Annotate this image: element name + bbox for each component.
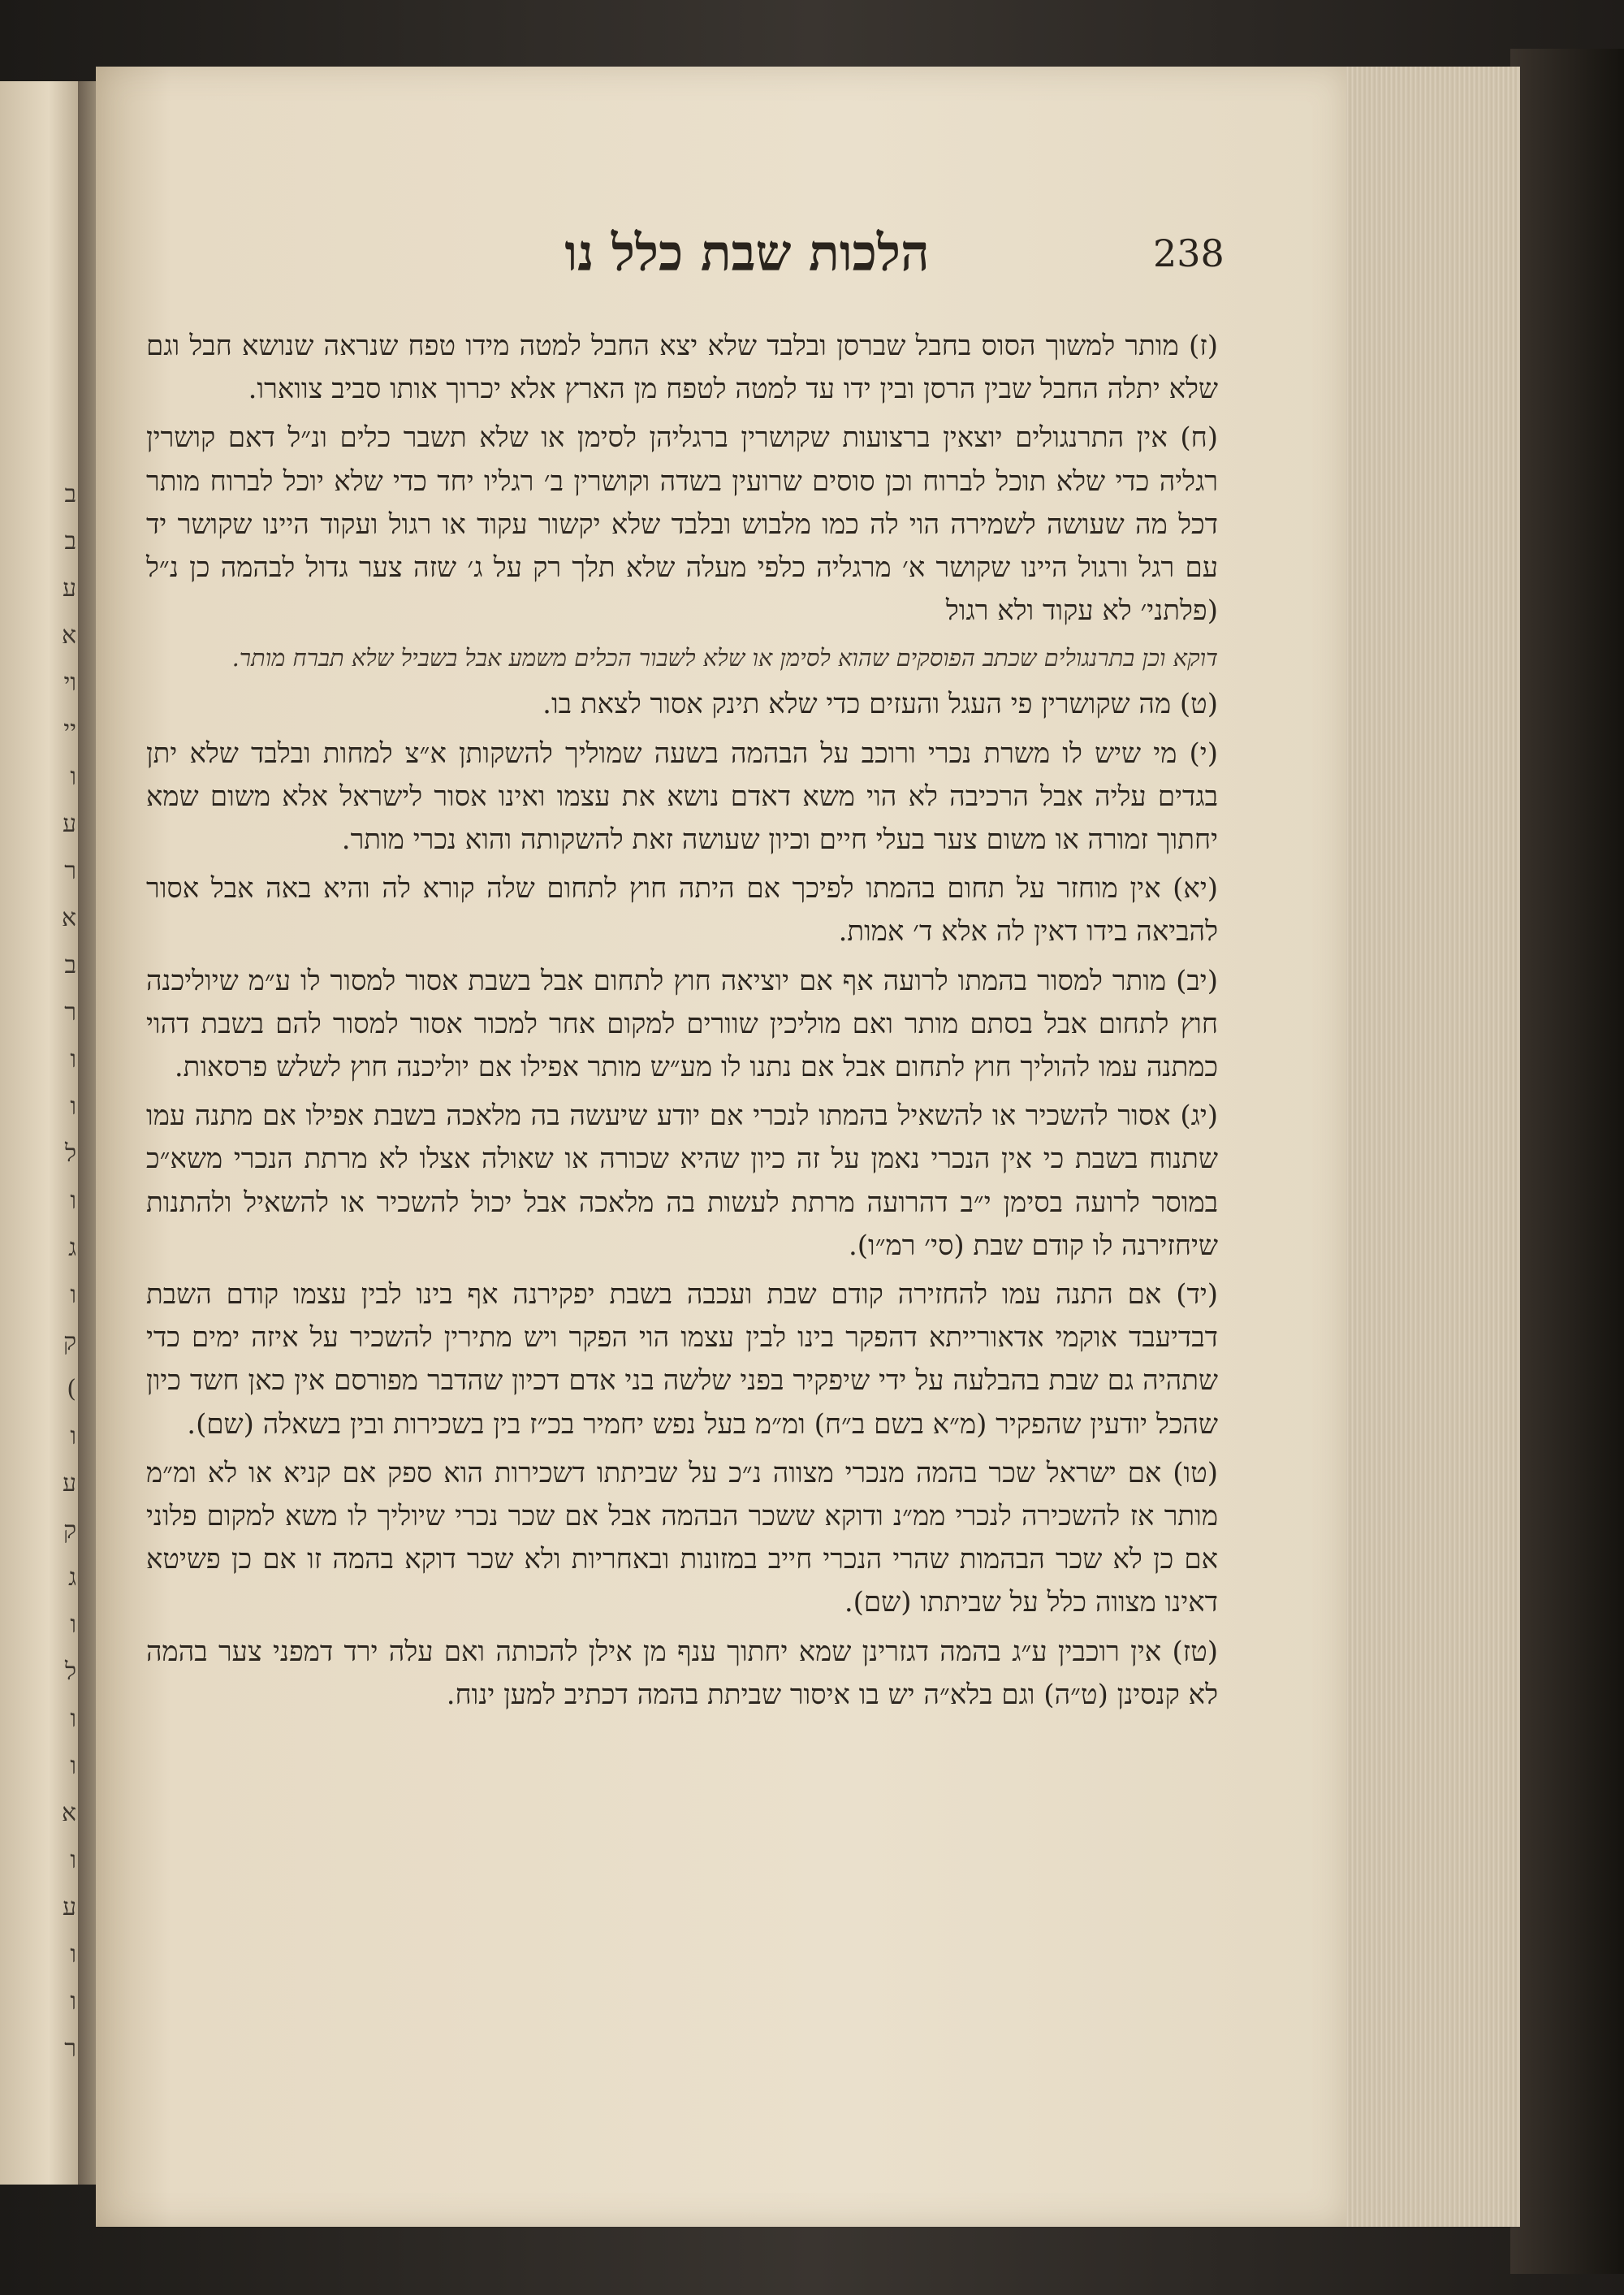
previous-page-letter: ב — [64, 951, 76, 979]
previous-page-letter: ע — [63, 1893, 76, 1921]
section-text: מי שיש לו משרת נכרי ורוכב על הבהמה בשעה שמוליך להשקותן א״צ למחות ובלבד שלא יתן בגדים עליה אבל הרכיבה לא הוי משא דאדם נושא את עצמו ואינו אסור לישראל אלא משום שמא יחתוך זמורה או משום צער בעלי חיים וכיון שעושה זאת להשקותה והוא נכרי מותר. — [146, 737, 1218, 857]
previous-page-edge — [0, 81, 83, 2185]
section-paragraph — [146, 683, 1218, 726]
previous-page-letter: ו — [70, 1987, 76, 2016]
previous-page-letter: ק — [63, 1328, 76, 1356]
section-text: דוקא וכן בתרנגולים שכתב הפוסקים שהוא לסימן או שלא לשבור הכלים משמע אבל בשביל שלא תברח מותר. — [231, 644, 1218, 672]
previous-page-letter: ו — [70, 1846, 76, 1874]
previous-page-letter: ו — [70, 1940, 76, 1969]
section-text: אם ישראל שכר בהמה מנכרי מצווה נ״כ על שביתתו דשכירות הוא ספק אם קניא או לא ומ״מ מותר אז להשכירה לנכרי ממ״נ ודוקא ששכר הבהמה אבל אם שכר נכרי שיוליך לו משא למקום פלוני אם כן לא שכר הבהמות שהרי הנכרי חייב במזונות ובאחריות ולא שכר דוקא בהמה זו אם כן פשיטא דאינו מצווה כלל על שביתתו (שם). — [146, 1456, 1218, 1619]
section-text: מותר למשוך הסוס בחבל שברסן ובלבד שלא יצא החבל למטה מידו טפח שנראה שנושא חבל וגם שלא יתלה החבל שבין הרסן ובין ידו עד למטה לטפח מן הארץ אלא יכרוך אותו סביב צווארו. — [146, 330, 1218, 406]
section-paragraph — [146, 867, 1218, 953]
section-paragraph — [146, 1273, 1218, 1446]
section-paragraph — [146, 1095, 1218, 1268]
previous-page-letter: ע — [63, 810, 76, 838]
footnote-paragraph — [146, 638, 1218, 677]
section-label: (יא) — [1173, 872, 1219, 905]
section-text: מה שקושרין פי העגל והעזים כדי שלא תינק אסור לצאת בו. — [542, 688, 1172, 721]
section-text: אם התנה עמו להחזירה קודם שבת ועכבה בשבת יפקירנה אף בינו לבין עצמו קודם השבת דבדיעבד אוקמי אדאורייתא דהפקר בינו לבין עצמו הוי הפקר ויש מתירין להשכיר על איזה ימים כדי שתהיה גם שבת בהבלעה על ידי שיפקיר בפני שלשה בני אדם דכיון שהדבר מפורסם אין כאן חשד כיון שהכל יודעין שהפקיר (מ״א בשם ב״ח) ומ״מ בעל נפש יחמיר בכ״ז בין בשכירות ובין בשאלה (שם). — [146, 1278, 1218, 1441]
previous-page-letter: ע — [63, 574, 76, 603]
previous-page-letter: א — [61, 904, 76, 932]
previous-page-letter: ר — [64, 2034, 76, 2063]
section-text: אסור להשכיר או להשאיל בהמתו לנכרי אם יודע שיעשה בה מלאכה בשבת אפילו אם מתנה עמו שתנוח בשבת כי אין הנכרי נאמן על זה כיון שהיא שכורה או שאולה אצלו לא מרתת הנכרי משא״כ במוסר לרועה בסימן י״ב דהרועה מרתת לעשות בה מלאכה אבל יכול להשכיר או להשאיל ולהתנות שיחזירנה לו קודם שבת (סי׳ רמ״ו). — [146, 1100, 1218, 1262]
section-text: אין רוכבין ע״ג בהמה דגזרינן שמא יחתוך ענף מן אילן להכותה ואם עלה ירד דמפני צער בהמה לא קנסינן (ט״ה) וגם בלא״ה יש בו איסור שביתת בהמה דכתיב למען ינוח. — [146, 1635, 1218, 1711]
previous-page-letter: ל — [64, 1139, 76, 1168]
section-text: אין מוחזר על תחום בהמתו לפיכך אם היתה חוץ לתחום שלה קורא לה והיא באה אבל אסור להביאה בידו דאין לה אלא ד׳ אמות. — [146, 872, 1218, 949]
previous-page-letter: ו — [70, 1281, 76, 1309]
previous-page-letter: ו — [70, 1610, 76, 1639]
section-text: מותר למסור בהמתו לרועה אף אם יוציאה חוץ לתחום אבל בשבת אסור למסור לו ע״מ שיוליכנה חוץ לתחום אבל בסתם מותר ואם מוליכין שוורים למקום אחר למכור אסור למסור להם בשבת דהוי כמתנה עמו להוליך חוץ לתחום אבל אם נתנו לו מע״ש מותר אפילו אם יוליכנה חוץ לשלש פרסאות. — [146, 964, 1218, 1084]
section-label: (ח) — [1180, 421, 1218, 455]
page-block-edge — [1332, 67, 1520, 2227]
previous-page-letter: ג — [68, 1563, 76, 1592]
previous-page-letter: יי — [63, 715, 76, 744]
previous-page-letter: ל — [64, 1658, 76, 1686]
section-paragraph — [146, 733, 1218, 862]
section-paragraph — [146, 417, 1218, 633]
page-header — [146, 223, 1224, 305]
previous-page-letter: ג — [68, 1234, 76, 1262]
previous-page-letter: ( — [67, 1375, 76, 1403]
page-body — [146, 325, 1218, 1722]
previous-page-letter: ו — [70, 1186, 76, 1215]
previous-page-letter: ו — [70, 1045, 76, 1074]
previous-page-letter: ע — [63, 1469, 76, 1498]
previous-page-letter: ר — [64, 998, 76, 1026]
section-label: (ט) — [1179, 688, 1218, 721]
previous-page-letter: ר — [64, 857, 76, 885]
section-label: (י) — [1189, 737, 1218, 770]
page-number: 238 — [1153, 231, 1224, 275]
previous-page-letter: ו — [70, 1705, 76, 1733]
book-cover-edge — [1510, 49, 1624, 2274]
section-label: (טז) — [1172, 1635, 1218, 1668]
section-label: (ז) — [1188, 330, 1218, 362]
section-label: (יג) — [1180, 1100, 1218, 1133]
previous-page-letter: ו — [70, 763, 76, 791]
section-paragraph — [146, 960, 1218, 1090]
section-label: (טו) — [1173, 1456, 1218, 1489]
previous-page-letter: ו — [70, 1092, 76, 1121]
previous-page-letter: וי — [63, 668, 76, 697]
previous-page-letter: ק — [63, 1516, 76, 1545]
section-paragraph — [146, 1631, 1218, 1717]
previous-page-letter: ו — [70, 1752, 76, 1780]
section-paragraph — [146, 325, 1218, 411]
running-title: הלכות שבת כלל נו — [564, 223, 930, 283]
previous-page-letter: ב — [64, 527, 76, 555]
previous-page-letter: ו — [70, 1422, 76, 1450]
section-label: (יד) — [1176, 1278, 1219, 1312]
previous-page-letter: א — [61, 1799, 76, 1827]
previous-page-letter: ב — [64, 480, 76, 508]
previous-page-letters — [52, 471, 76, 2072]
section-text: אין התרנגולים יוצאין ברצועות שקושרין ברגליהן לסימן או שלא תשבר כלים ונ״ל דאם קושרין רגליה כדי שלא תוכל לברוח וכן סוסים שרועין בשדה וקושרין ב׳ רגליו יחד כדי שלא יוכל לברוח מותר דכל מה שעושה לשמירה הוי לה כמו מלבוש ובלבד שלא יקשור עקוד או רגול ועקוד היינו שקושר יד עם רגל ורגול היינו שקושר א׳ מרגליה כלפי מעלה שלא תלך רק על ג׳ שזה צער גדול לבהמה כן נ״ל (פלתני׳ לא עקוד ולא רגול — [146, 421, 1218, 628]
section-label: (יב) — [1176, 964, 1218, 997]
section-paragraph — [146, 1452, 1218, 1625]
previous-page-letter: א — [61, 621, 76, 650]
